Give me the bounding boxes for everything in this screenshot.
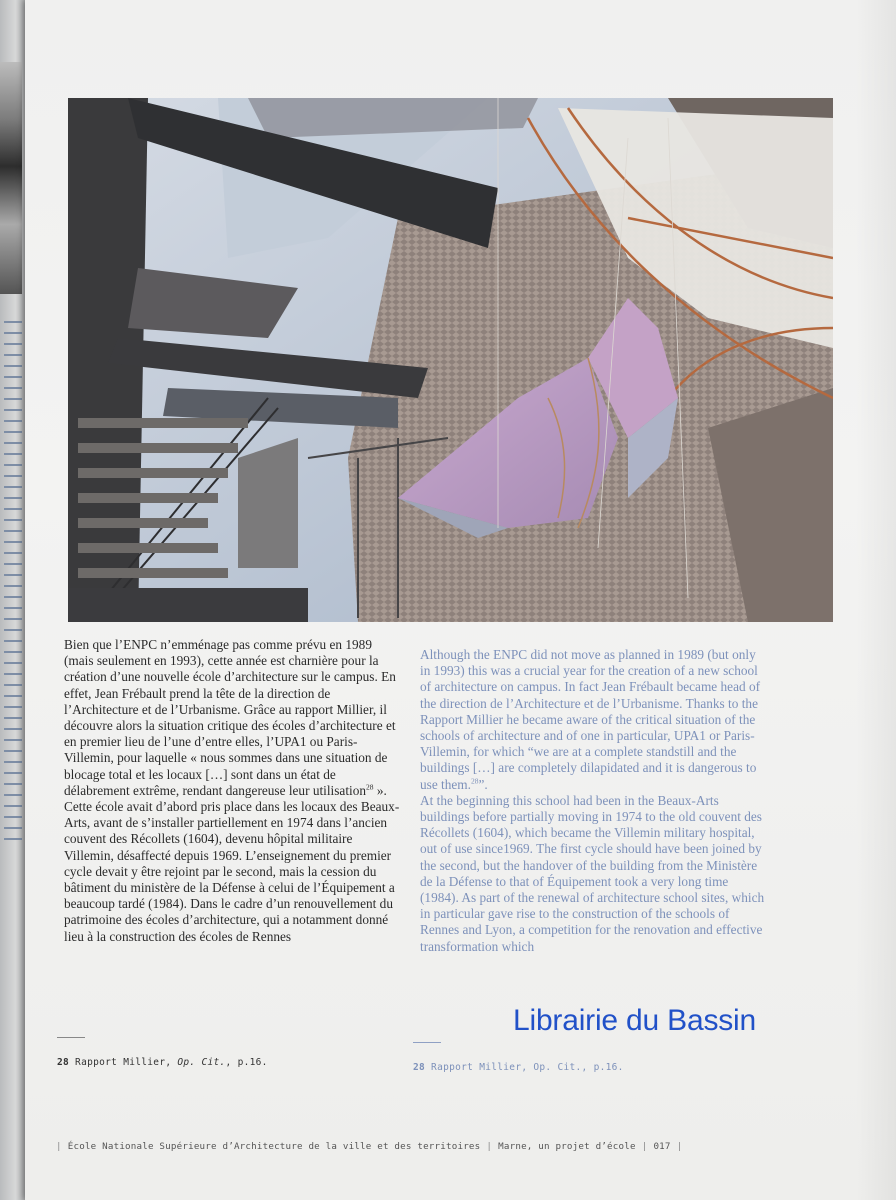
- french-note-reference: 28: [366, 782, 374, 792]
- footer-project-title: Marne, un projet d’école: [498, 1141, 636, 1152]
- french-footnote-text: Rapport Millier,: [75, 1057, 178, 1068]
- english-paragraph-1: [420, 647, 765, 793]
- english-footnote: [413, 1062, 624, 1073]
- english-footnote-text: Rapport Millier, Op. Cit., p.16.: [431, 1062, 624, 1073]
- atrium-photo-illustration: [68, 98, 833, 622]
- page-footer: | École Nationale Supérieure d’Architecture de la ville et des territoires | Marne, un projet d’école | 017 |: [56, 1141, 683, 1152]
- atrium-photo: [68, 98, 833, 622]
- french-paragraph-2: Cette école avait d’abord pris place dans les locaux des Beaux-Arts, avant de s’installer partiellement en 1974 dans l’ancien couvent des Récollets (1604), devenu hôpital militaire Villemin, désaffecté depuis 1969. L’enseignement du premier cycle devait y être rejoint par le second, mais la cession du bâtiment du ministère de la Défense à celui de l’Équipement a beaucoup tardé (1984). Dans le cadre d’un renouvellement du patrimoine des écoles d’architecture, qui a notamment donné lieu à la construction des écoles de Rennes: [64, 799, 400, 944]
- french-footnote-rule: [57, 1037, 85, 1038]
- french-paragraph-1: [64, 637, 404, 799]
- english-paragraph-1-text: Although the ENPC did not move as planned in 1989 (but only in 1993) this was a crucial year for the creation of a new school of architecture on campus. In fact Jean Frébault became head of the direction de l’Architecture et de l’Urbanisme. Thanks to the Rapport Millier he became aware of the critical situation of the schools of architecture and of one in particular, UPA1 or Paris-Villemin, for which “we are at a complete standstill and the buildings […] are completely dilapidated and it is dangerous to use them.: [420, 647, 761, 792]
- french-footnote: [57, 1057, 268, 1068]
- english-footnote-number: 28: [413, 1062, 426, 1073]
- watermark: Librairie du Bassin: [513, 1004, 756, 1037]
- french-paragraph-1-text: Bien que l’ENPC n’emménage pas comme prévu en 1989 (mais seulement en 1993), cette année est charnière pour la création d’une nouvelle école d’architecture sur le campus. En effet, Jean Frébault prend la tête de la direction de l’Architecture et de l’Urbanisme. Grâce au rapport Millier, il découvre alors la situation critique des écoles d’architecture et en premier lieu de l’une d’entre elles, l’UPA1 ou Paris-Villemin, pour laquelle « nous sommes dans une situation de blocage total et les locaux […] sont dans un état de délabrement extrême, rendant dangereuse leur utilisation: [64, 637, 396, 798]
- english-quote-close: ”.: [478, 776, 488, 792]
- page-number: 017: [653, 1141, 671, 1152]
- english-note-reference: 28: [470, 776, 479, 786]
- french-footnote-page: , p.16.: [225, 1057, 268, 1068]
- french-footnote-number: 28: [57, 1057, 70, 1068]
- english-text-column: [420, 647, 765, 955]
- english-paragraph-2: At the beginning this school had been in the Beaux-Arts buildings before partially moving in 1974 to the old couvent des Récollets (1604), which became the Villemin military hospital, out of use since1969. The first cycle should have been joined by the second, but the handover of the building from the Ministère de la Défense to that of Équipement took a very long time (1984). As part of the renewal of architecture school sites, which in particular gave rise to the construction of the schools of Rennes and Lyon, a competition for the renovation and effective transformation which: [420, 792, 765, 954]
- french-text-column: [64, 637, 404, 945]
- previous-page-text: [0, 312, 24, 840]
- english-footnote-rule: [413, 1042, 441, 1043]
- french-footnote-italic: Op. Cit.: [177, 1057, 226, 1068]
- footer-school-name: École Nationale Supérieure d’Architecture de la ville et des territoires: [67, 1141, 481, 1152]
- french-quote-close: ».: [373, 782, 387, 798]
- previous-page-edge: [0, 0, 26, 1200]
- previous-page-photo: [0, 62, 22, 294]
- book-page: [25, 0, 896, 1200]
